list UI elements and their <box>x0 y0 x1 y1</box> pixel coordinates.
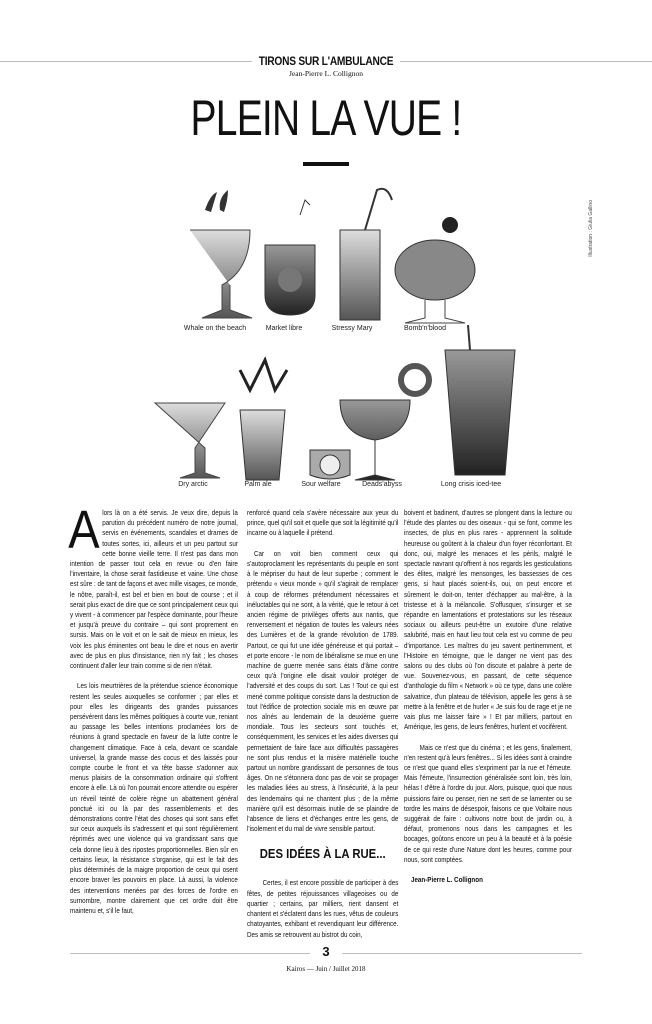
glass-dry-arctic <box>155 403 225 478</box>
paragraph: Certes, il est encore possible de participer à des fêtes, de petites réjouissances villageoises ou de quartier ; certains, par milliers, rient dansent et chantent et s'éclatent dans les rues, vêtus de couleurs chatoyantes, exhibant et revendiquant leur différence. Des amis se retrouvent au bistrot du coin, <box>247 878 399 939</box>
label-palm-ale: Palm ale <box>244 481 272 488</box>
glass-stressy-mary <box>340 189 392 320</box>
header-rule-right <box>400 61 652 62</box>
title-rule <box>303 162 349 166</box>
paragraph: Mais ce n'est que du cinéma ; et les gens, finalement, n'en restent qu'à leurs fenêtres... Si les idées sont à craindre ce n'est que quand elles s'expriment par la rue et l'émeute. Mais l'émeute, l'insurrection généralisée sont loin, très loin, hélas ! d'être à l'ordre du jour. Alors, puisque, quoi que nous puissions faire ou penser, rien ne sert de se lamenter ou se tordre les mains de désespoir, faisons ce que Voltaire nous suggérait de faire : cultivons notre bout de jardin ou, à défaut, promenons nous dans les campagnes et les bocages, goûtons encore un peu à la beauté et à la poésie de ce qui reste d'une Nature dont les heures, comme pour nous, sont comptées. <box>404 742 572 864</box>
article-column-3 <box>404 508 572 896</box>
glass-deads-abyss <box>340 366 429 480</box>
page-title: PLEIN LA VUE ! <box>190 90 462 146</box>
glass-bomb-n-blood <box>395 217 475 323</box>
paragraph-text: lors là on a été servis. Je veux dire, depuis la parution du précédent numéro de notre journal, servis en événements, scandales et drames de toutes sortes, ici, ailleurs et un peu partout sur cette bonne vieille terre. Il n'est pas dans mon intention de passer tout cela en revue ou d'en faire l'inventaire, la chose serait fastidieuse et vaine. Une chose est sûre : de tant de façons et avec mille visages, ce monde, le nôtre, paraît-il, est bel et bien en bout de course ; et il serait plus exact de dire que ce sont principalement ceux qui y vivent - à commencer par l'espèce dominante, pour l'heure et jusqu'à preuve du contraire – qui sont proprement en sursis. Mais on le voit et on le sait de mieux en mieux, les voix les plus éminentes ont beau le dire et nous en avertir avec de plus en plus d'insistance, rien n'y fait ; les choses continuent d'aller leur train comme si de rien n'était. <box>70 508 238 671</box>
label-whale-on-the-beach: Whale on the beach <box>183 325 247 332</box>
rubric: TIRONS SUR L'AMBULANCE <box>258 54 394 68</box>
article-column-2 <box>247 508 398 950</box>
paragraph: Les lois meurtrières de la prétendue science économique restent les seules auxquelles se conformer ; par elles et pour elles les dirigeants des grandes puissances persévèrent dans les mêmes politiques à courte vue, reniant au passage les belles intentions proclamées lors de réunions à grand spectacle en faveur de la lutte contre le changement climatique. Face à cela, devant ce scandale universel, la grande masse des cocus et des laissés pour compte courbe le front et va tête basse s'adonner aux menus plaisirs de la consommation ordinaire qui s'offrent encore à elle. Là où l'on pourrait encore attendre ou espérer un réveil teinté de colère règne un abattement général ponctué ici ou là par des rassemblements et des démonstrations contre l'état des choses qui sont sans effet sur ceux auxquels ils s'adressent et qui sont régulièrement réprimés avec une violence qui va grandissant sans que cela donne lieu à des ripostes proportionnelles. Bien sûr en certains lieux, la résistance s'organise, qui est le fait des plus déterminés de la maigre proportion de ceux qui osent encore braver les pouvoirs en place. Là aussi, la violence des interventions menées par des forces de l'ordre en surnombre, montre clairement que cet ordre doit être maintenu et, s'il le faut, <box>70 681 238 915</box>
paragraph <box>68 500 238 671</box>
footer-rule-left <box>70 953 310 954</box>
article-column-1 <box>68 500 238 926</box>
drop-cap: A <box>68 500 100 560</box>
footer-rule-right <box>342 953 582 954</box>
label-deads-abyss: Deads'abyss <box>362 481 402 488</box>
paragraph: renforcé quand cela s'avère nécessaire aux yeux du prince, quel qu'il soit et quelle que soit la légitimité qu'il incarne ou à laquelle il prétend. <box>247 508 399 538</box>
page-number: 3 <box>322 944 330 959</box>
glass-palm-ale <box>240 360 287 480</box>
label-market-libre: Market libre <box>265 325 303 332</box>
label-dry-arctic: Dry arctic <box>178 481 208 488</box>
illustration-credit: Illustration : Giulia Gallino <box>588 200 594 257</box>
label-long-crisis-iced-tee: Long crisis iced-tee <box>440 481 502 488</box>
byline: Jean-Pierre L. Collignon <box>289 69 363 78</box>
label-stressy-mary: Stressy Mary <box>331 325 373 332</box>
label-bomb-n-blood: Bomb'n'blood <box>404 325 446 332</box>
issue-info: Kairos — Juin / Juillet 2018 <box>286 965 366 973</box>
cocktail-illustration <box>150 185 590 485</box>
signature: Jean-Pierre L. Collignon <box>410 875 483 885</box>
glass-whale-on-the-beach <box>190 190 252 318</box>
header-rule-left <box>0 61 252 62</box>
paragraph: boivent et badinent, d'autres se plongent dans la lecture ou l'étude des plantes ou des oiseaux - qui se font, comme les insectes, de plus en plus rares - apprennent la solitude heureuse ou goûtent à la chaleur d'un foyer réconfortant. Et donc, oui, malgré les menaces et les périls, malgré le spectacle navrant qu'offrent à nos regards les gesticulations des élites, malgré les mensonges, les bassesses de ces gens, si haut placés soient-ils, oui, on peut encore et sûrement le doit-on, tenter d'échapper au mal-être, à la tristesse et à la mélancolie. S'offusquer, s'insurger et se répandre en lamentations et protestations sur les réseaux sociaux ou ailleurs peut-être un exutoire d'une relative salubrité, mais en haut lieu tout cela est vu comme de peu d'importance. Les maîtres du jeu savent pertinemment, et l'Histoire en témoigne, que le danger ne vient pas des salons ou des clubs où l'on discute et palabre à perte de vue. Souvenez-vous, en passant, de cette séquence d'anthologie du film « Network » où ce type, dans une colère salvatrice, d'un plateau de télévision, appelle les gens à se mettre à la fenêtre et de hurler « Je suis fou de rage et je ne vais plus me laisser faire » ! Et par milliers, partout en Amérique, les gens, de leurs fenêtres, hurlent et vocifèrent. <box>404 508 572 732</box>
subheading: DES IDÉES À LA RUE... <box>259 846 386 862</box>
paragraph: Car on voit bien comment ceux qui s'autoproclament les représentants du peuple en sont à le mépriser du haut de leur superbe ; comment le prétendu « vieux monde » qu'il s'agirait de remplacer à coup de réformes prétendument nécessaires et inéluctables qui ne sont, à la vérité, que le retour à cet ancien régime de privilèges offerts aux nantis, que renversement et négation de toutes les valeurs nées des Lumières et de la grande révolution de 1789. Partout, ce qui fut une idée généreuse et qui portait – et porte encore - le nom de libéralisme se mue en une machine de guerre menée sans états d'âme contre ceux qu'à l'origine elle disait vouloir protéger de l'adversité et des coups du sort. Las ! Tout ce qui est mené comme politique consiste dans la destruction de tout l'édifice de protection sociale mis en œuvre par nos aînés au lendemain de la deuxième guerre mondiale. Tous les secteurs sont touchés et, conséquemment, les services et les aides diverses qui permettaient de faire face aux difficultés passagères ne sont plus rendus et la misère matérielle touche partout un nombre grandissant de personnes de tous âges. On ne s'étonnera donc pas de voir se propager les maladies liées au stress, à l'insécurité, à la peur des lendemains qui ne chantent plus ; de la même manière qu'il est désormais inutile de se plaindre de l'absence de liens et d'échanges entre les gens, de l'isolement et du mal de vivre sensible partout. <box>247 548 399 834</box>
glass-market-libre <box>265 200 315 315</box>
glass-sour-welfare <box>310 450 350 479</box>
label-sour-welfare: Sour welfare <box>301 481 341 488</box>
glass-long-crisis-iced-tee <box>445 325 515 475</box>
